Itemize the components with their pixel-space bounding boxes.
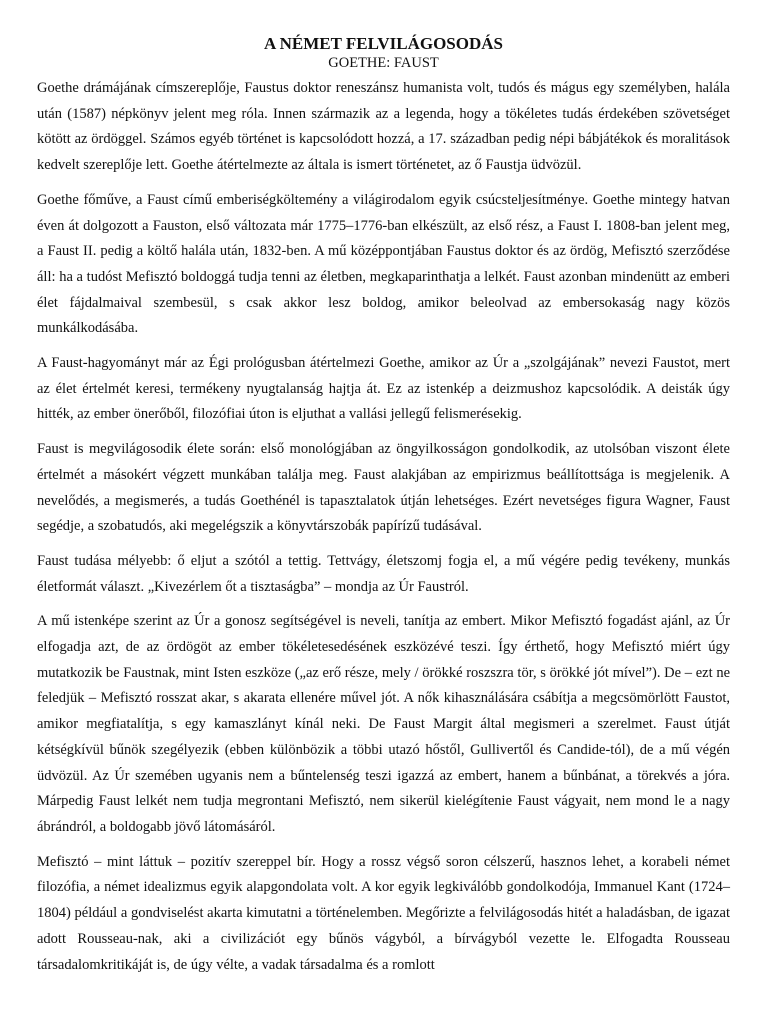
document-page (37, 34, 730, 987)
paragraph-1: Goethe drámájának címszereplője, Faustus doktor reneszánsz humanista volt, tudós és mágus egy személyben, halála után (1587) népkönyv jelent meg róla. Innen származik az a legenda, hogy a tökéletes tudás érdekében szövetséget kötött az ördöggel. Számos egyéb történet is kapcsolódott hozzá, a 17. században pedig népi bábjátékok és moralitások kedvelt szereplője lett. Goethe átértelmezte az általa is ismert történetet, az ő Faustja üdvözül. (37, 80, 730, 174)
paragraph-7: Mefisztó – mint láttuk – pozitív szereppel bír. Hogy a rossz végső soron célszerű, hasznos lehet, a korabeli német filozófia, a német idealizmus egyik alapgondolata volt. A kor egyik legkiválóbb gondolkodója, Immanuel Kant (1724–1804) például a gondviselést akarta kimutatni a történelemben. Megőrizte a felvilágosodás hitét a haladásban, de igazat adott Rousseau-nak, aki a civilizációt egy bűnös vágyból, a bírvágyból vezette le. Elfogadta Rousseau társadalomkritikáját is, de úgy vélte, a vadak társadalma és a romlott (37, 853, 730, 973)
document-title: A NÉMET FELVILÁGOSODÁS (263, 34, 503, 53)
paragraph-6: A mű istenképe szerint az Úr a gonosz segítségével is neveli, tanítja az embert. Mikor Mefisztó fogadást ajánl, az Úr elfogadja azt, de az ördögöt az ember tökéletesedésének eszközévé teszi. Így érthető, hogy Mefisztó miért úgy mutatkozik be Faustnak, mint Isten eszköze („az erő része, mely / örökké roszszra tör, s örökké jót mível”). De – ezt ne feledjük – Mefisztó rosszat akar, s akarata ellenére művel jót. A nők kihasználására csábítja a megcsömörlött Faustot, amikor megfiatalítja, s egy kamaszlányt kínál neki. De Faust Margit által megismeri a szerelmet. Faust útját kétségkívül bűnök szegélyezik (ebben különbözik a többi utazó hőstől, Gullivertől és Candide-tól), de a mű végén üdvözül. Az Úr szemében ugyanis nem a bűntelenség teszi igazzá az embert, hanem a bűnbánat, a törekvés a jóra. Márpedig Faust lelkét nem tudja megrontani Mefisztó, nem sikerül kielégítenie Faust vágyait, nem mond le a nagy ábrándról, a boldogabb jövő látomásáról. (37, 613, 730, 835)
paragraph-2: Goethe főműve, a Faust című emberiségköltemény a világirodalom egyik csúcsteljesítménye. Goethe mintegy hatvan éven át dolgozott a Fauston, első változata már 1775–1776-ban elkészült, az első rész, a Faust I. 1808-ban jelent meg, a Faust II. pedig a költő halála után, 1832-ben. A mű középpontjában Faustus doktor és az ördög, Mefisztó szerződése áll: ha a tudóst Mefisztó boldoggá tudja tenni az életben, megkaparinthatja a lelkét. Faust azonban mindenütt az emberi élet fájdalmaival szembesül, s csak akkor lesz boldog, amikor beleolvad az embersokaság nagy közös munkálkodásába. (37, 191, 730, 337)
paragraph-3: A Faust-hagyományt már az Égi prológusban átértelmezi Goethe, amikor az Úr a „szolgájának” nevezi Faustot, mert az élet értelmét keresi, termékeny nyugtalanság hajtja át. Ez az istenkép a deizmushoz kapcsolódik. A deisták úgy hitték, az ember önerőből, filozófiai úton is eljuthat a vallási jellegű felismerésekig. (37, 355, 730, 423)
document-subtitle: GOETHE: FAUST (328, 55, 439, 71)
paragraph-5: Faust tudása mélyebb: ő eljut a szótól a tettig. Tettvágy, életszomj fogja el, a mű végére pedig tevékeny, munkás életformát választ. „Kivezérlem őt a tisztaságba” – mondja az Úr Faustról. (37, 552, 730, 595)
paragraph-4: Faust is megvilágosodik élete során: első monológjában az öngyilkosságon gondolkodik, az utolsóban viszont élete értelmét a másokért végzett munkában találja meg. Faust alakjában az empirizmus beállítottsága is megjelenik. A nevelődés, a megismerés, a tudás Goethénél is tapasztalatok útján lehetséges. Ezért nevetséges figura Wagner, Faust segédje, a szobatudós, aki megelégszik a könyvtárszobák papírízű tudásával. (37, 441, 730, 535)
